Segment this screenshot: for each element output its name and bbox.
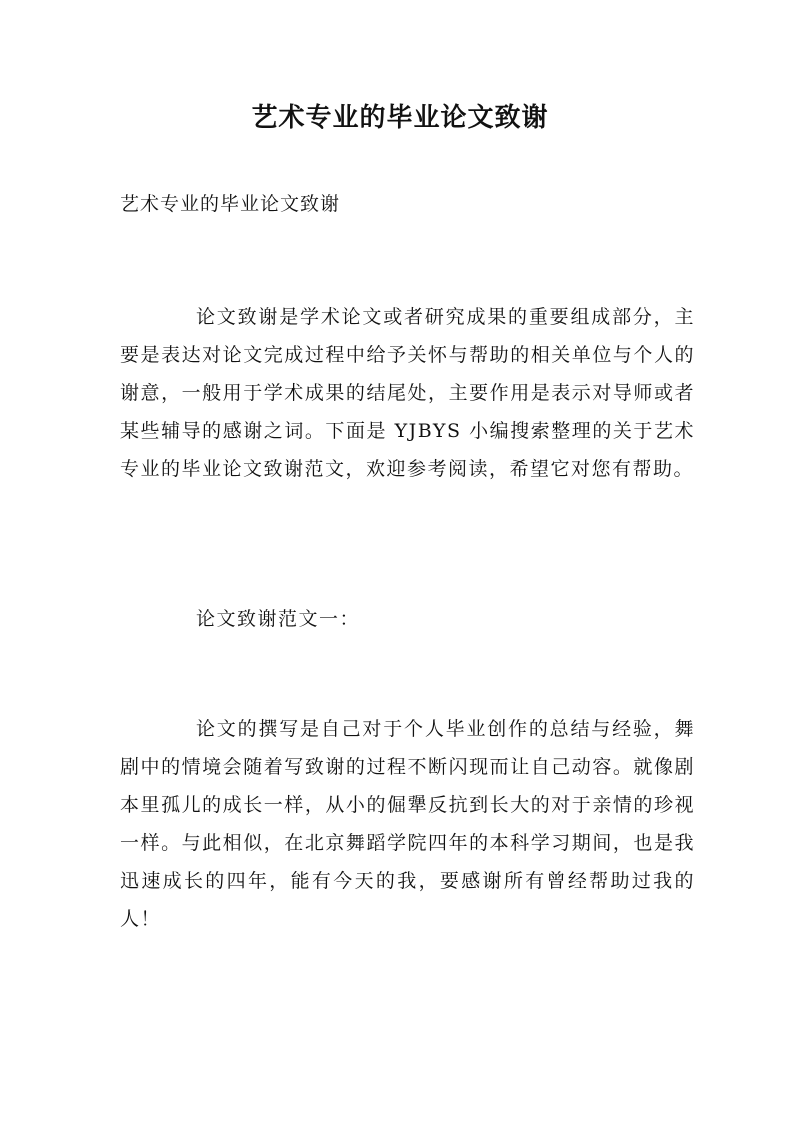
document-title: 艺术专业的毕业论文致谢 xyxy=(251,103,549,133)
paragraph-sample-one: 论文的撰写是自己对于个人毕业创作的总结与经验，舞剧中的情境会随着写致谢的过程不断闪现而让自己动容。就像剧本里孤儿的成长一样，从小的倔犟反抗到长大的对于亲情的珍视一样。与此相似，在北京舞蹈学院四年的本科学习期间，也是我迅速成长的四年，能有今天的我，要感谢所有曾经帮助过我的人！ xyxy=(120,718,695,930)
section-heading-sample-one: 论文致谢范文一： xyxy=(196,608,361,630)
paragraph-intro: 论文致谢是学术论文或者研究成果的重要组成部分，主要是表达对论文完成过程中给予关怀与帮助的相关单位与个人的谢意，一般用于学术成果的结尾处，主要作用是表示对导师或者某些辅导的感谢之词。下面是 YJBYS 小编搜索整理的关于艺术专业的毕业论文致谢范文，欢迎参考阅读，希望它对您有帮助。 xyxy=(120,306,695,480)
document-subtitle: 艺术专业的毕业论文致谢 xyxy=(120,193,341,215)
